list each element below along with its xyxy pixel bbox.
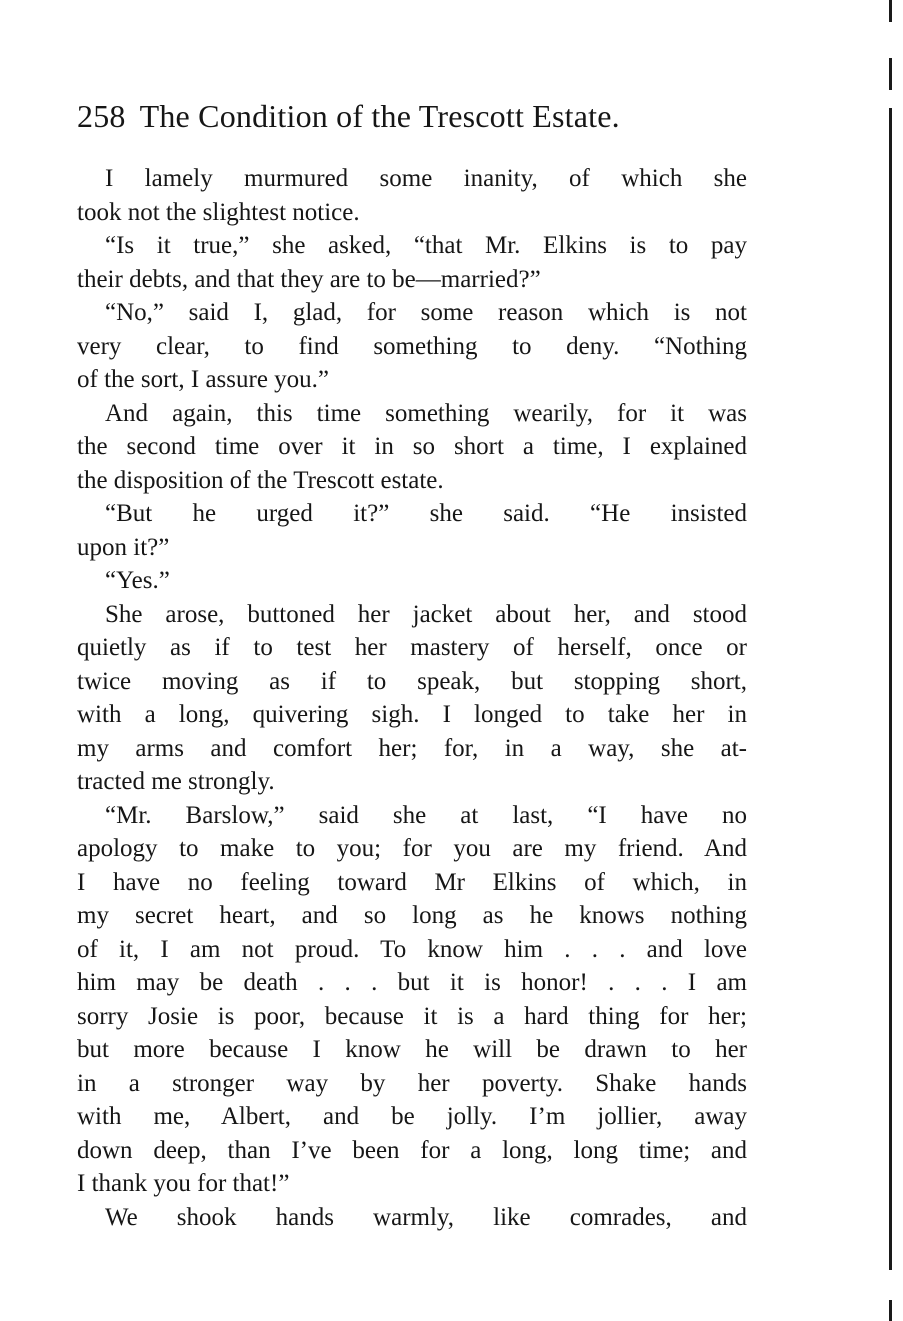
text-line: I lamely murmured some inanity, of which she [105, 165, 747, 192]
text-line: very clear, to find something to deny. “Nothing [77, 332, 747, 360]
text-line: I thank you for that!” [77, 1170, 290, 1197]
text-line: We shook hands warmly, like comrades, and [105, 1203, 747, 1231]
text-line: with me, Albert, and be jolly. I’m jollier, away [77, 1103, 747, 1130]
text-line: with a long, quivering sigh. I longed to take her in [77, 701, 747, 728]
text-line: twice moving as if to speak, but stopping short, [77, 667, 747, 695]
text-line: their debts, and that they are to be—married?” [77, 265, 541, 293]
text-line: in a stronger way by her poverty. Shake hands [77, 1069, 747, 1097]
text-line: my secret heart, and so long as he knows nothing [77, 902, 747, 929]
text-line: down deep, than I’ve been for a long, long time; and [77, 1136, 747, 1164]
text-line: “But he urged it?” she said. “He insisted [105, 500, 747, 527]
text-line: of it, I am not proud. To know him . . . and love [77, 935, 747, 963]
text-line: my arms and comfort her; for, in a way, she at- [77, 734, 747, 762]
text-line: of the sort, I assure you.” [77, 366, 330, 393]
text-line: upon it?” [77, 533, 170, 561]
text-line: but more because I know he will be drawn to her [77, 1036, 747, 1063]
text-line: the second time over it in so short a time, I explained [77, 433, 747, 460]
text-line: sorry Josie is poor, because it is a hard thing for her; [77, 1002, 747, 1030]
text-line: “Is it true,” she asked, “that Mr. Elkins is to pay [105, 232, 747, 259]
text-line: the disposition of the Trescott estate. [77, 466, 444, 494]
text-line: quietly as if to test her mastery of herself, once or [77, 634, 747, 661]
running-header [77, 92, 757, 140]
text-line: “Yes.” [105, 567, 170, 594]
page-edge-rule [889, 0, 892, 1321]
text-line: “No,” said I, glad, for some reason which is not [105, 299, 747, 326]
text-line: took not the slightest notice. [77, 198, 360, 226]
text-line: She arose, buttoned her jacket about her, and stood [105, 600, 747, 628]
text-line: I have no feeling toward Mr Elkins of which, in [77, 868, 747, 896]
text-line: tracted me strongly. [77, 768, 275, 795]
text-line: “Mr. Barslow,” said she at last, “I have no [105, 801, 747, 829]
running-title: The Condition of the Trescott Estate. [139, 98, 620, 134]
body-text [77, 162, 747, 1234]
text-line: And again, this time something wearily, for it was [105, 399, 747, 427]
page-number: 258 [77, 98, 126, 134]
text-line: apology to make to you; for you are my friend. And [77, 835, 747, 862]
text-line: him may be death . . . but it is honor! . . . I am [77, 969, 747, 996]
